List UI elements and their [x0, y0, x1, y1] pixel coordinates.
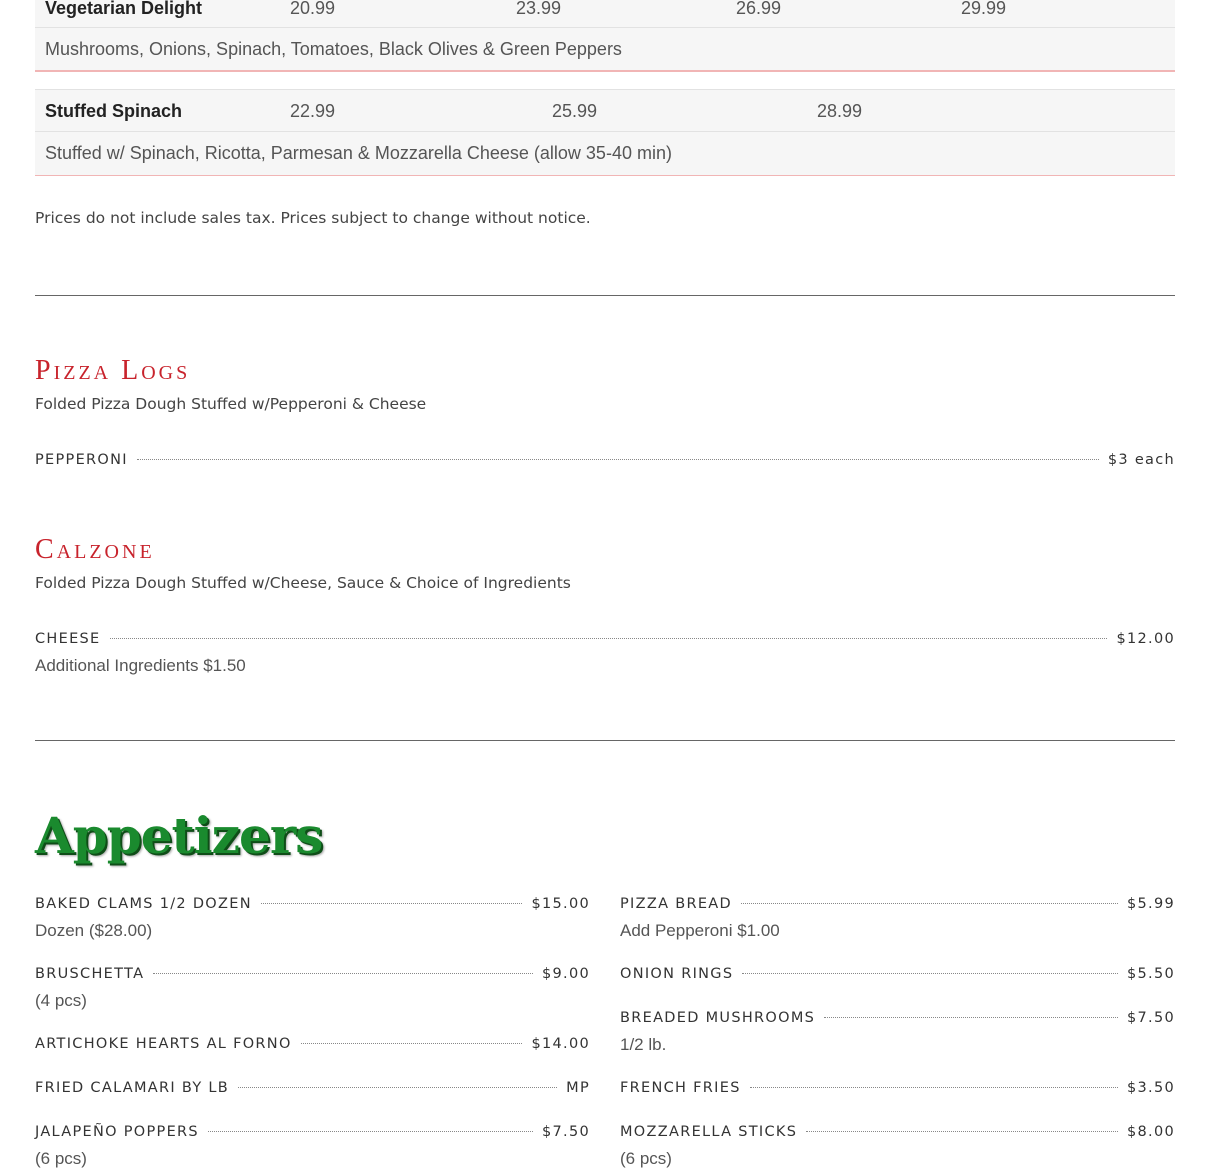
- item-price: $7.50: [541, 1124, 590, 1140]
- item-price: $3.50: [1126, 1080, 1175, 1096]
- leader-dots: [806, 1131, 1118, 1132]
- item-name: FRENCH FRIES: [620, 1080, 741, 1096]
- leader-dots: [741, 903, 1118, 904]
- item-name: JALAPEÑO POPPERS: [35, 1124, 199, 1140]
- section-divider: [35, 295, 1175, 296]
- section-divider: [35, 740, 1175, 741]
- pizza-price: 26.99: [736, 0, 782, 18]
- section-subtitle: Folded Pizza Dough Stuffed w/Pepperoni & Cheese: [35, 395, 427, 413]
- pizza-price: 20.99: [290, 0, 336, 18]
- pizza-price: 28.99: [817, 101, 863, 121]
- pizza-description-row: [35, 28, 1175, 72]
- menu-item: [620, 1010, 1175, 1026]
- pizza-description: Stuffed w/ Spinach, Ricotta, Parmesan & Mozzarella Cheese (allow 35-40 min): [45, 143, 672, 163]
- leader-dots: [824, 1017, 1118, 1018]
- menu-item: [620, 1124, 1175, 1140]
- item-description: Add Pepperoni $1.00: [620, 921, 780, 940]
- leader-dots: [153, 973, 533, 974]
- leader-dots: [261, 903, 523, 904]
- item-price: MP: [566, 1080, 590, 1096]
- leader-dots: [742, 973, 1118, 974]
- item-description: Additional Ingredients $1.50: [35, 656, 246, 675]
- pizza-description-row: [35, 132, 1175, 176]
- item-price: $14.00: [531, 1036, 590, 1052]
- pizza-name: Stuffed Spinach: [45, 101, 183, 121]
- item-description: (6 pcs): [35, 1149, 87, 1168]
- leader-dots: [750, 1087, 1118, 1088]
- item-name: BREADED MUSHROOMS: [620, 1010, 816, 1026]
- item-price: $9.00: [541, 966, 590, 982]
- item-price: $8.00: [1126, 1124, 1175, 1140]
- item-description: Dozen ($28.00): [35, 921, 153, 940]
- section-subtitle: Folded Pizza Dough Stuffed w/Cheese, Sauce & Choice of Ingredients: [35, 574, 571, 592]
- item-price: $5.50: [1126, 966, 1175, 982]
- menu-item: [620, 966, 1175, 982]
- item-name: BRUSCHETTA: [35, 966, 145, 982]
- leader-dots: [208, 1131, 533, 1132]
- pizza-price: 25.99: [552, 101, 598, 121]
- pizza-row-vegetarian-delight: [35, 0, 1175, 28]
- item-description: (6 pcs): [620, 1149, 672, 1168]
- menu-item-cheese: [35, 631, 1175, 647]
- item-description: (4 pcs): [35, 991, 87, 1010]
- item-name: PIZZA BREAD: [620, 896, 732, 912]
- price-note: Prices do not include sales tax. Prices subject to change without notice.: [35, 209, 591, 227]
- item-price: $3 each: [1107, 452, 1175, 468]
- item-description: 1/2 lb.: [620, 1035, 667, 1054]
- item-name: PEPPERONI: [35, 452, 128, 468]
- leader-dots: [301, 1043, 523, 1044]
- pizza-name: Vegetarian Delight: [45, 0, 203, 18]
- menu-item-pepperoni: [35, 452, 1175, 468]
- menu-item: [35, 1036, 590, 1052]
- item-price: $7.50: [1126, 1010, 1175, 1026]
- menu-item: [35, 1124, 590, 1140]
- menu-item: [620, 1080, 1175, 1096]
- appetizers-heading: Appetizers: [35, 806, 323, 865]
- leader-dots: [238, 1087, 557, 1088]
- item-price: $15.00: [531, 896, 590, 912]
- menu-item: [620, 896, 1175, 912]
- leader-dots: [110, 638, 1108, 639]
- item-name: CHEESE: [35, 631, 101, 647]
- item-name: BAKED CLAMS 1/2 DOZEN: [35, 896, 252, 912]
- item-price: $12.00: [1116, 631, 1175, 647]
- pizza-price: 29.99: [961, 0, 1007, 18]
- menu-item: [35, 896, 590, 912]
- pizza-description: Mushrooms, Onions, Spinach, Tomatoes, Black Olives & Green Peppers: [45, 39, 622, 59]
- menu-item: [35, 966, 590, 982]
- item-name: ONION RINGS: [620, 966, 734, 982]
- section-title-calzone: Calzone: [35, 534, 155, 565]
- leader-dots: [137, 459, 1099, 460]
- item-name: FRIED CALAMARI BY LB: [35, 1080, 230, 1096]
- item-name: MOZZARELLA STICKS: [620, 1124, 798, 1140]
- pizza-price: 23.99: [516, 0, 562, 18]
- section-title-pizza-logs: Pizza Logs: [35, 355, 191, 386]
- item-price: $5.99: [1126, 896, 1175, 912]
- menu-item: [35, 1080, 590, 1096]
- pizza-row-stuffed-spinach: [35, 89, 1175, 132]
- pizza-price: 22.99: [290, 101, 336, 121]
- item-name: ARTICHOKE HEARTS AL FORNO: [35, 1036, 292, 1052]
